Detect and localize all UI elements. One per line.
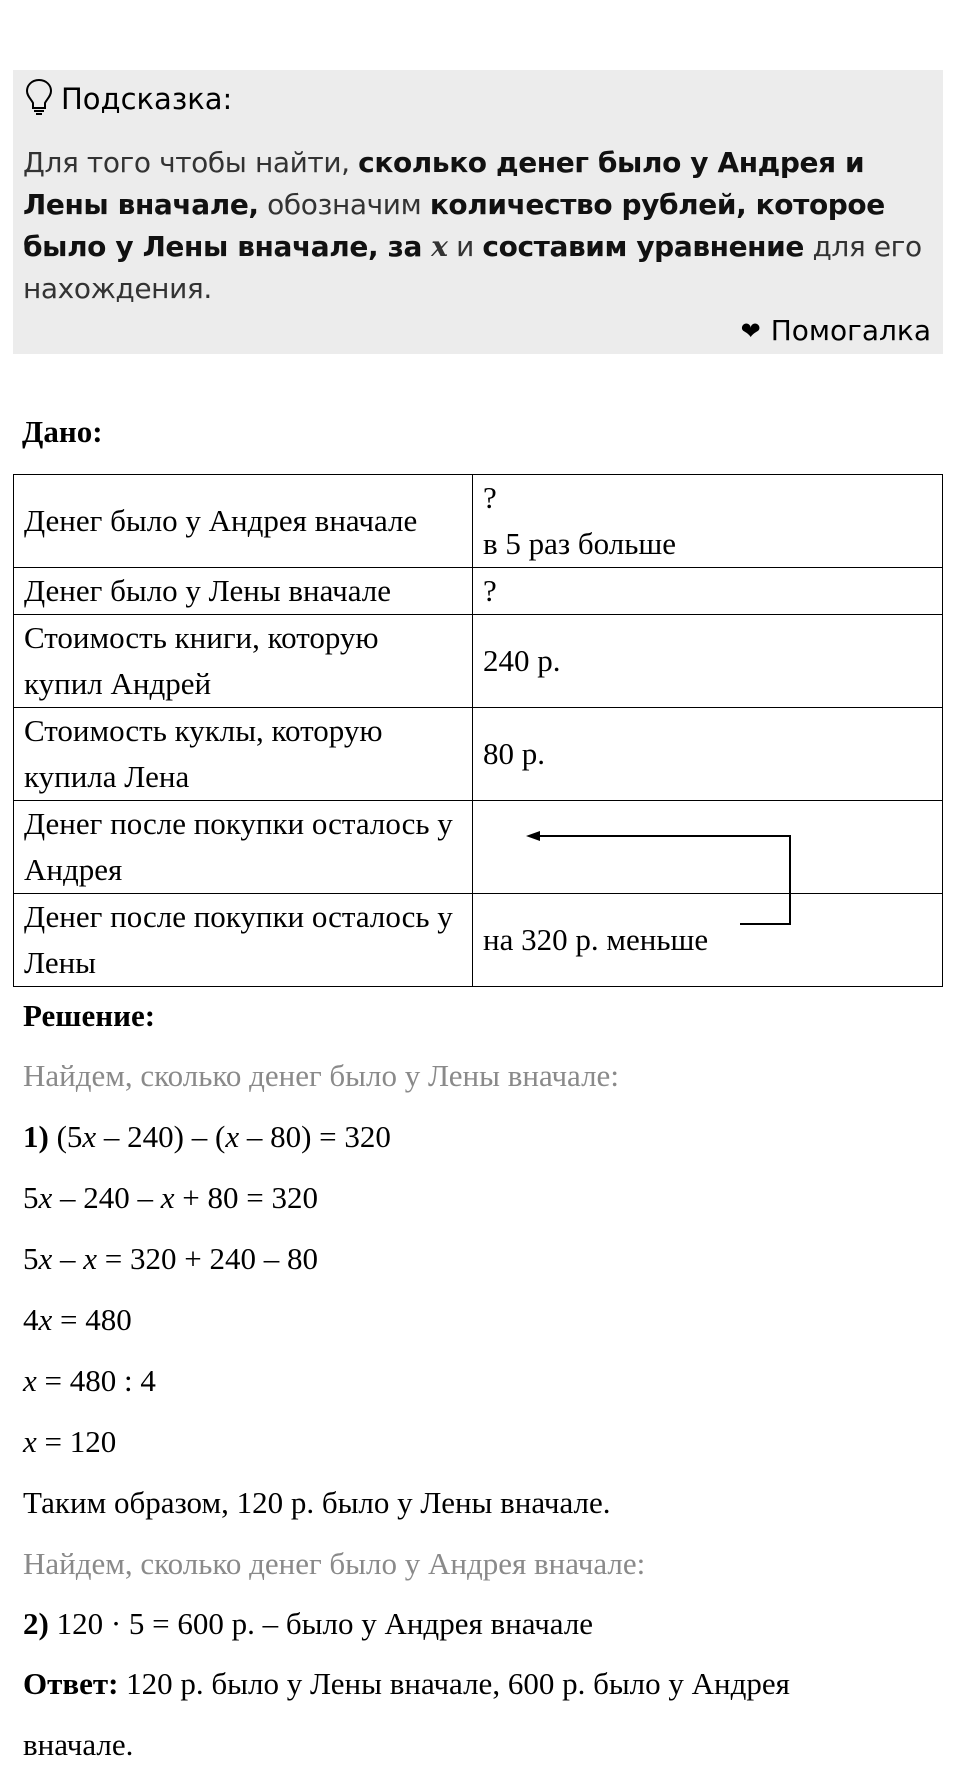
step-number: 2) — [23, 1606, 49, 1641]
hint-text-bold: составим уравнение — [482, 230, 804, 263]
table-row — [14, 615, 943, 708]
table-cell: ? — [473, 568, 943, 615]
eq-part: 4 — [23, 1302, 39, 1337]
solution-label-text: Решение: — [23, 998, 156, 1033]
answer-line-2: вначале. — [23, 1727, 134, 1762]
table-cell: Денег после покупки осталось у Андрея — [14, 801, 473, 894]
hint-footer[interactable] — [741, 314, 931, 347]
table-cell: Стоимость куклы, которую купила Лена — [14, 708, 473, 801]
equation-line — [23, 1424, 116, 1460]
equation-line — [23, 1180, 318, 1216]
step2-line — [23, 1606, 593, 1642]
eq-var: x — [38, 1180, 53, 1215]
eq-var: x — [225, 1119, 240, 1154]
hint-text-part: обозначим — [258, 188, 430, 221]
table-cell: Денег было у Андрея вначале — [14, 475, 473, 568]
eq-part: – 240 – — [52, 1180, 161, 1215]
step2-text: 120 · 5 = 600 р. – было у Андрея вначале — [48, 1606, 594, 1641]
hint-text-bold: количество рублей, которое было у Лены вначале, за — [23, 188, 885, 263]
given-table — [13, 474, 943, 987]
table-cell: Стоимость книги, которую купил Андрей — [14, 615, 473, 708]
table-row — [14, 475, 943, 568]
eq-part: = 480 — [52, 1302, 132, 1337]
hint-variable: x — [431, 230, 448, 263]
eq-part: (5 — [56, 1119, 83, 1154]
table-cell: Денег после покупки осталось у Лены — [14, 894, 473, 987]
eq-var: x — [23, 1424, 37, 1459]
lightbulb-icon — [23, 77, 55, 121]
table-row — [14, 708, 943, 801]
eq-part: – — [52, 1241, 84, 1276]
eq-var: x — [83, 1241, 98, 1276]
step-number: 1) — [23, 1119, 49, 1154]
table-cell — [473, 801, 943, 894]
eq-part: 5 — [23, 1180, 39, 1215]
hint-title: Подсказка: — [61, 82, 233, 116]
hint-text-bold: сколько денег было у Андрея и Лены вначале, — [23, 146, 865, 221]
hint-text-part: и — [447, 230, 483, 263]
equation-line — [23, 1363, 156, 1399]
table-cell — [473, 475, 943, 568]
eq-var: x — [38, 1302, 53, 1337]
heart-icon: ❤ — [740, 316, 761, 345]
table-cell: 240 р. — [473, 615, 943, 708]
eq-var: x — [38, 1241, 53, 1276]
table-row — [14, 894, 943, 987]
equation-line — [23, 1302, 132, 1338]
eq-part: – 80) = 320 — [239, 1119, 391, 1154]
step1-intro: Найдем, сколько денег было у Лены вначале: — [23, 1058, 619, 1093]
hint-text-part: для его нахождения. — [23, 230, 922, 305]
eq-part: 5 — [23, 1241, 39, 1276]
answer-line — [23, 1666, 790, 1702]
hint-text — [23, 142, 928, 310]
table-row — [14, 568, 943, 615]
table-row — [14, 801, 943, 894]
step2-intro: Найдем, сколько денег было у Андрея вначале: — [23, 1546, 646, 1581]
conclusion-line: Таким образом, 120 р. было у Лены вначале. — [23, 1485, 611, 1520]
answer-label: Ответ: — [23, 1666, 119, 1701]
table-cell: Денег было у Лены вначале — [14, 568, 473, 615]
table-cell: на 320 р. меньше — [473, 894, 943, 987]
eq-part: = 120 — [36, 1424, 117, 1459]
hint-text-part: Для того чтобы найти, — [23, 146, 359, 179]
cell-line: в 5 раз больше — [483, 526, 677, 561]
hint-box — [13, 70, 943, 354]
hint-footer-label: Помогалка — [770, 314, 931, 347]
answer-text: 120 р. было у Лены вначале, 600 р. было у Андрея — [118, 1666, 790, 1701]
given-label: Дано: — [22, 414, 103, 449]
cell-line: ? — [483, 480, 497, 515]
eq-part: + 80 = 320 — [174, 1180, 318, 1215]
equation-line — [23, 1119, 391, 1155]
equation-line — [23, 1241, 318, 1277]
table-cell: 80 р. — [473, 708, 943, 801]
eq-part: = 320 + 240 – 80 — [97, 1241, 318, 1276]
eq-var: x — [160, 1180, 175, 1215]
eq-part: = 480 : 4 — [36, 1363, 156, 1398]
solution-label — [23, 998, 155, 1034]
eq-var: x — [82, 1119, 97, 1154]
hint-header — [23, 79, 232, 119]
eq-var: x — [23, 1363, 37, 1398]
eq-part: – 240) – ( — [96, 1119, 226, 1154]
